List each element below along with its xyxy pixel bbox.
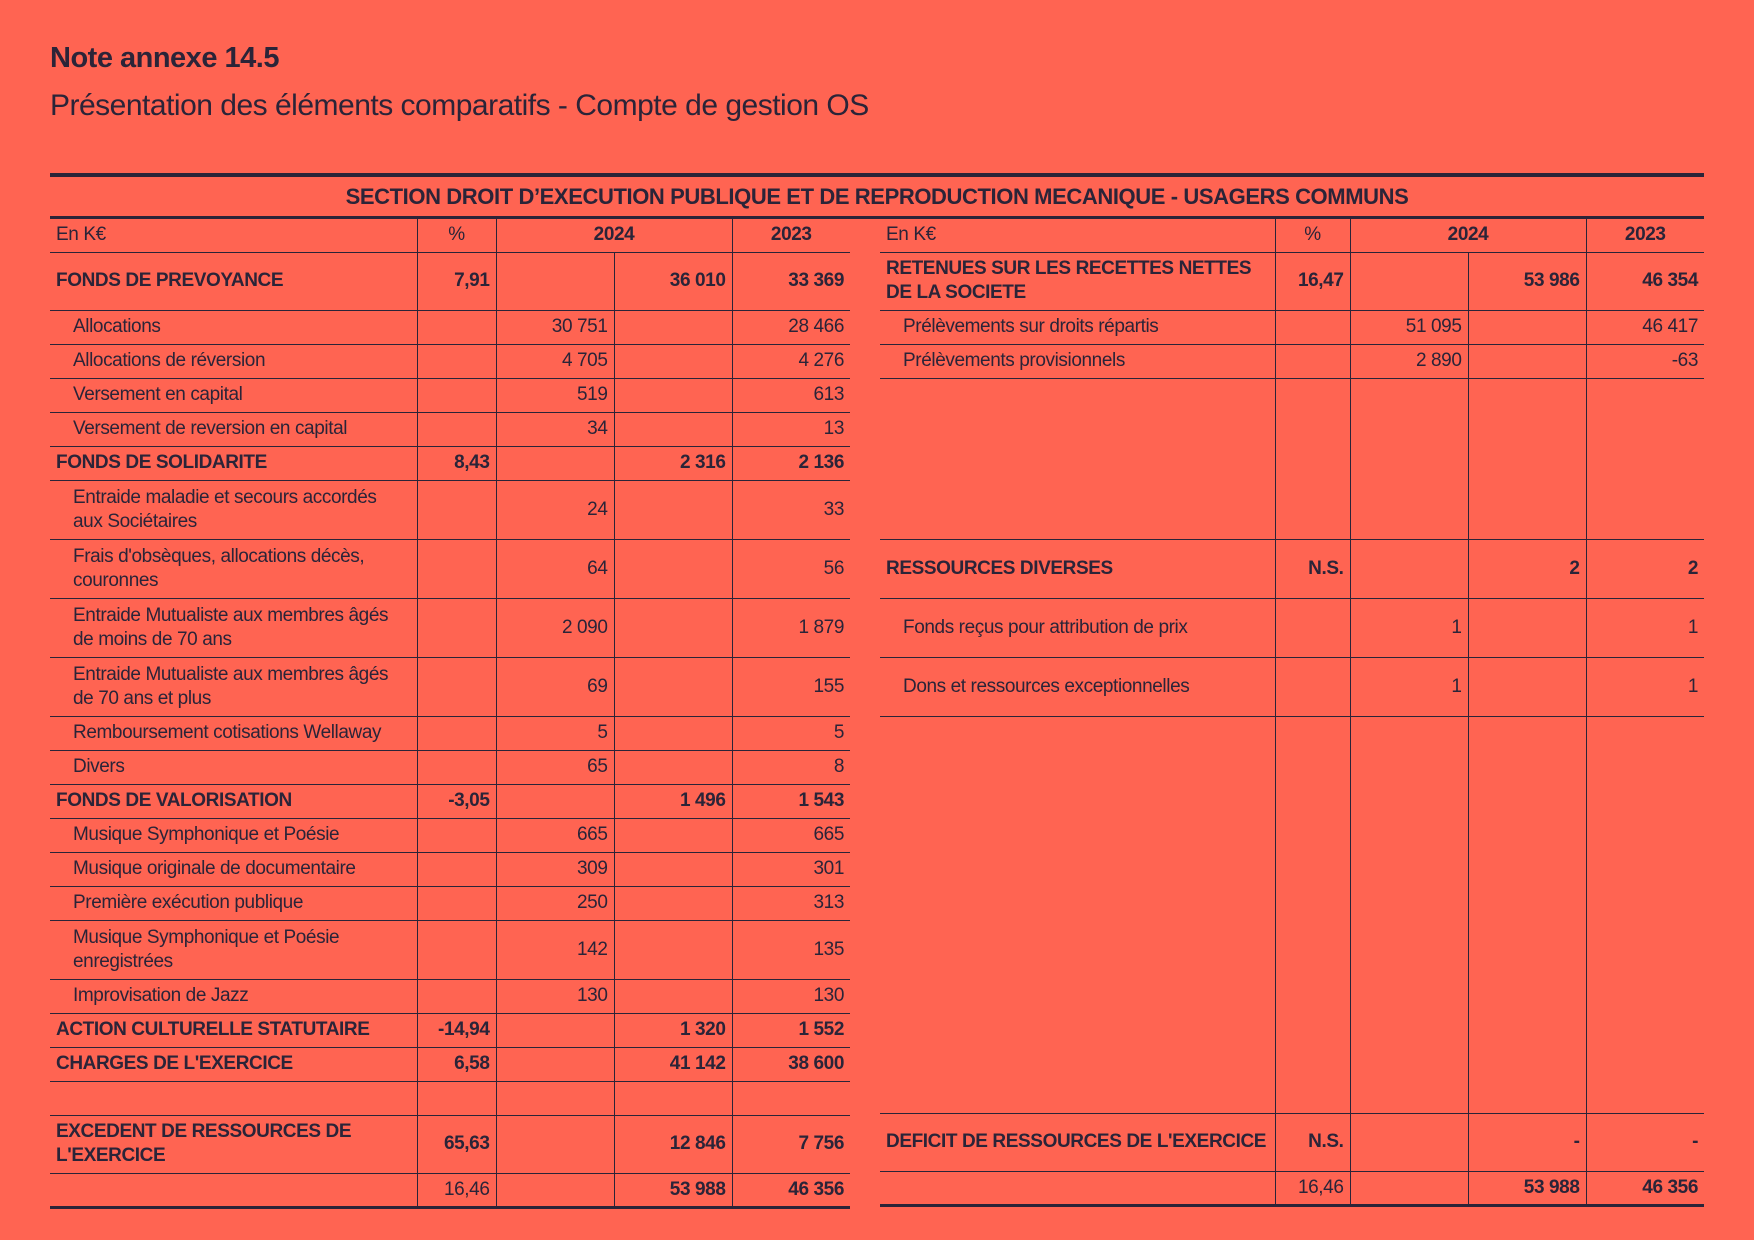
row-total-2024: 41 142: [614, 1047, 732, 1081]
charges-header-row: [50, 219, 850, 252]
row-total-2024: 2: [1468, 539, 1586, 598]
row-percent: [1275, 657, 1350, 716]
row-label: RETENUES SUR LES RECETTES NETTES DE LA SOCIETE: [880, 252, 1275, 310]
row-detail-2024: 4 705: [496, 344, 614, 378]
row-total-2023: 28 466: [732, 310, 850, 344]
row-detail-2024: [496, 252, 614, 310]
row-label: [880, 716, 1275, 1113]
row-total-2024: [1468, 378, 1586, 539]
row-detail-2024: [1350, 539, 1468, 598]
row-total-2024: 53 988: [614, 1173, 732, 1207]
table-row: [50, 886, 850, 920]
row-percent: [417, 920, 496, 979]
row-total-2024: 53 986: [1468, 252, 1586, 310]
row-total-2023: [1586, 716, 1704, 1113]
row-percent: N.S.: [1275, 539, 1350, 598]
row-percent: [417, 886, 496, 920]
row-detail-2024: [496, 1013, 614, 1047]
table-row: [50, 1013, 850, 1047]
row-label: Allocations: [50, 310, 417, 344]
row-percent: [417, 852, 496, 886]
row-label: RESSOURCES DIVERSES: [880, 539, 1275, 598]
row-label: Frais d'obsèques, allocations décès, couronnes: [50, 539, 417, 598]
row-detail-2024: 34: [496, 412, 614, 446]
row-total-2024: [614, 1081, 732, 1115]
row-total-2023: 1 552: [732, 1013, 850, 1047]
row-total-2024: [614, 818, 732, 852]
table-row: [50, 539, 850, 598]
row-total-2024: [1468, 598, 1586, 657]
row-detail-2024: 30 751: [496, 310, 614, 344]
table-row: [50, 412, 850, 446]
row-total-2023: 665: [732, 818, 850, 852]
row-detail-2024: 665: [496, 818, 614, 852]
row-total-2023: 4 276: [732, 344, 850, 378]
table-row: [50, 310, 850, 344]
table-row: [50, 446, 850, 480]
row-percent: 8,43: [417, 446, 496, 480]
table-row: [50, 1173, 850, 1207]
row-total-2024: [614, 310, 732, 344]
row-total-2023: 33 369: [732, 252, 850, 310]
row-total-2023: -63: [1586, 344, 1704, 378]
charges-table: [50, 219, 850, 1209]
row-total-2023: 13: [732, 412, 850, 446]
row-total-2024: [1468, 344, 1586, 378]
table-row: [50, 657, 850, 716]
row-label: Versement en capital: [50, 378, 417, 412]
row-percent: [417, 539, 496, 598]
row-percent: 6,58: [417, 1047, 496, 1081]
row-detail-2024: 2 090: [496, 598, 614, 657]
table-row: [880, 378, 1704, 539]
row-total-2023: 301: [732, 852, 850, 886]
row-total-2024: [614, 412, 732, 446]
row-total-2024: [614, 979, 732, 1013]
row-percent: 7,91: [417, 252, 496, 310]
row-percent: [1275, 310, 1350, 344]
row-total-2024: [1468, 657, 1586, 716]
row-total-2023: 1 543: [732, 784, 850, 818]
row-total-2023: 313: [732, 886, 850, 920]
row-total-2024: [614, 344, 732, 378]
table-row: [880, 1113, 1704, 1171]
row-total-2023: -: [1586, 1113, 1704, 1171]
row-total-2024: 36 010: [614, 252, 732, 310]
row-label: Entraide Mutualiste aux membres âgés de 70 ans et plus: [50, 657, 417, 716]
table-row: [880, 657, 1704, 716]
row-detail-2024: [496, 446, 614, 480]
row-total-2023: 46 356: [1586, 1171, 1704, 1205]
row-total-2024: [614, 716, 732, 750]
note-subtitle: Présentation des éléments comparatifs - Compte de gestion OS: [50, 89, 869, 122]
row-label: CHARGES DE L'EXERCICE: [50, 1047, 417, 1081]
row-percent: [417, 657, 496, 716]
row-label: [880, 378, 1275, 539]
table-row: [880, 252, 1704, 310]
unit-header: En K€: [50, 219, 417, 252]
year-2023-header: 2023: [732, 219, 850, 252]
row-label: Allocations de réversion: [50, 344, 417, 378]
row-label: FONDS DE SOLIDARITE: [50, 446, 417, 480]
note-title: Note annexe 14.5: [50, 42, 279, 74]
row-total-2023: 46 356: [732, 1173, 850, 1207]
row-total-2023: 5: [732, 716, 850, 750]
table-row: [50, 480, 850, 539]
row-label: Prélèvements sur droits répartis: [880, 310, 1275, 344]
row-percent: [417, 480, 496, 539]
row-total-2023: 2: [1586, 539, 1704, 598]
row-label: Improvisation de Jazz: [50, 979, 417, 1013]
row-detail-2024: 24: [496, 480, 614, 539]
table-row: [50, 344, 850, 378]
row-label: Entraide Mutualiste aux membres âgés de moins de 70 ans: [50, 598, 417, 657]
row-label: Musique originale de documentaire: [50, 852, 417, 886]
row-total-2024: [614, 598, 732, 657]
unit-header: En K€: [880, 219, 1275, 252]
row-total-2023: 38 600: [732, 1047, 850, 1081]
table-row: [880, 716, 1704, 1113]
row-total-2024: 1 496: [614, 784, 732, 818]
year-2024-header: 2024: [496, 219, 732, 252]
pct-header: %: [1275, 219, 1350, 252]
row-total-2023: 1 879: [732, 598, 850, 657]
table-row: [880, 598, 1704, 657]
row-detail-2024: 1: [1350, 657, 1468, 716]
row-detail-2024: [1350, 716, 1468, 1113]
row-total-2023: 155: [732, 657, 850, 716]
row-percent: [417, 310, 496, 344]
table-row: [880, 539, 1704, 598]
row-percent: [417, 412, 496, 446]
row-total-2023: 135: [732, 920, 850, 979]
row-total-2023: 7 756: [732, 1115, 850, 1173]
row-detail-2024: [496, 1047, 614, 1081]
row-percent: [417, 979, 496, 1013]
table-row: [50, 716, 850, 750]
row-total-2024: [614, 539, 732, 598]
row-percent: [417, 378, 496, 412]
row-label: FONDS DE VALORISATION: [50, 784, 417, 818]
row-total-2024: 12 846: [614, 1115, 732, 1173]
row-detail-2024: 519: [496, 378, 614, 412]
row-label: Versement de reversion en capital: [50, 412, 417, 446]
table-row: [50, 818, 850, 852]
row-total-2023: 46 354: [1586, 252, 1704, 310]
row-percent: -3,05: [417, 784, 496, 818]
row-label: Dons et ressources exceptionnelles: [880, 657, 1275, 716]
row-detail-2024: 65: [496, 750, 614, 784]
year-2024-header: 2024: [1350, 219, 1586, 252]
row-total-2024: [614, 886, 732, 920]
row-label: Remboursement cotisations Wellaway: [50, 716, 417, 750]
row-detail-2024: [496, 784, 614, 818]
row-percent: [1275, 344, 1350, 378]
row-detail-2024: 64: [496, 539, 614, 598]
table-row: [50, 1047, 850, 1081]
pct-header: %: [417, 219, 496, 252]
row-total-2024: [1468, 716, 1586, 1113]
table-row: [50, 1115, 850, 1173]
row-total-2024: 2 316: [614, 446, 732, 480]
row-detail-2024: [1350, 1113, 1468, 1171]
table-row: [880, 1171, 1704, 1205]
table-row: [50, 784, 850, 818]
row-total-2024: -: [1468, 1113, 1586, 1171]
row-total-2023: [1586, 378, 1704, 539]
row-detail-2024: [496, 1081, 614, 1115]
table-row: [50, 852, 850, 886]
top-rule: [50, 173, 1704, 177]
row-detail-2024: 5: [496, 716, 614, 750]
row-total-2024: [614, 920, 732, 979]
row-detail-2024: 2 890: [1350, 344, 1468, 378]
row-label: Musique Symphonique et Poésie enregistrées: [50, 920, 417, 979]
row-total-2024: 53 988: [1468, 1171, 1586, 1205]
row-label: Divers: [50, 750, 417, 784]
row-total-2024: [614, 657, 732, 716]
row-total-2023: 130: [732, 979, 850, 1013]
row-percent: [1275, 378, 1350, 539]
row-detail-2024: [1350, 252, 1468, 310]
table-row: [880, 310, 1704, 344]
row-label: [50, 1081, 417, 1115]
row-label: Première exécution publique: [50, 886, 417, 920]
row-percent: 16,46: [417, 1173, 496, 1207]
year-2023-header: 2023: [1586, 219, 1704, 252]
row-detail-2024: 51 095: [1350, 310, 1468, 344]
row-total-2024: [1468, 310, 1586, 344]
row-total-2023: 46 417: [1586, 310, 1704, 344]
table-row: [50, 1081, 850, 1115]
row-percent: [1275, 598, 1350, 657]
row-percent: [417, 716, 496, 750]
row-label: FONDS DE PREVOYANCE: [50, 252, 417, 310]
row-detail-2024: 142: [496, 920, 614, 979]
resources-table: [880, 219, 1704, 1207]
row-label: ACTION CULTURELLE STATUTAIRE: [50, 1013, 417, 1047]
row-label: [880, 1171, 1275, 1205]
row-detail-2024: [1350, 378, 1468, 539]
row-percent: [1275, 716, 1350, 1113]
row-label: DEFICIT DE RESSOURCES DE L'EXERCICE: [880, 1113, 1275, 1171]
row-label: Musique Symphonique et Poésie: [50, 818, 417, 852]
row-total-2023: 8: [732, 750, 850, 784]
row-percent: [417, 1081, 496, 1115]
row-detail-2024: 309: [496, 852, 614, 886]
row-total-2023: [732, 1081, 850, 1115]
row-detail-2024: 69: [496, 657, 614, 716]
row-percent: 65,63: [417, 1115, 496, 1173]
row-total-2023: 56: [732, 539, 850, 598]
row-detail-2024: 1: [1350, 598, 1468, 657]
row-total-2024: [614, 852, 732, 886]
row-total-2023: 33: [732, 480, 850, 539]
table-row: [50, 920, 850, 979]
row-detail-2024: [1350, 1171, 1468, 1205]
row-percent: 16,46: [1275, 1171, 1350, 1205]
section-title: SECTION DROIT D’EXECUTION PUBLIQUE ET DE REPRODUCTION MECANIQUE - USAGERS COMMUNS: [345, 184, 1409, 209]
table-row: [50, 378, 850, 412]
resources-header-row: [880, 219, 1704, 252]
table-row: [880, 344, 1704, 378]
row-detail-2024: 250: [496, 886, 614, 920]
row-percent: [417, 818, 496, 852]
row-total-2024: [614, 750, 732, 784]
row-label: Prélèvements provisionnels: [880, 344, 1275, 378]
row-detail-2024: [496, 1173, 614, 1207]
table-row: [50, 598, 850, 657]
row-label: [50, 1173, 417, 1207]
row-total-2024: [614, 378, 732, 412]
row-detail-2024: 130: [496, 979, 614, 1013]
row-label: EXCEDENT DE RESSOURCES DE L'EXERCICE: [50, 1115, 417, 1173]
row-label: Entraide maladie et secours accordés aux Sociétaires: [50, 480, 417, 539]
row-total-2023: 2 136: [732, 446, 850, 480]
row-total-2023: 1: [1586, 657, 1704, 716]
row-label: Fonds reçus pour attribution de prix: [880, 598, 1275, 657]
row-total-2024: 1 320: [614, 1013, 732, 1047]
row-percent: [417, 344, 496, 378]
row-percent: N.S.: [1275, 1113, 1350, 1171]
table-row: [50, 979, 850, 1013]
row-percent: [417, 750, 496, 784]
row-total-2023: 613: [732, 378, 850, 412]
row-total-2024: [614, 480, 732, 539]
row-percent: [417, 598, 496, 657]
table-row: [50, 750, 850, 784]
table-row: [50, 252, 850, 310]
row-percent: 16,47: [1275, 252, 1350, 310]
row-total-2023: 1: [1586, 598, 1704, 657]
row-detail-2024: [496, 1115, 614, 1173]
row-percent: -14,94: [417, 1013, 496, 1047]
